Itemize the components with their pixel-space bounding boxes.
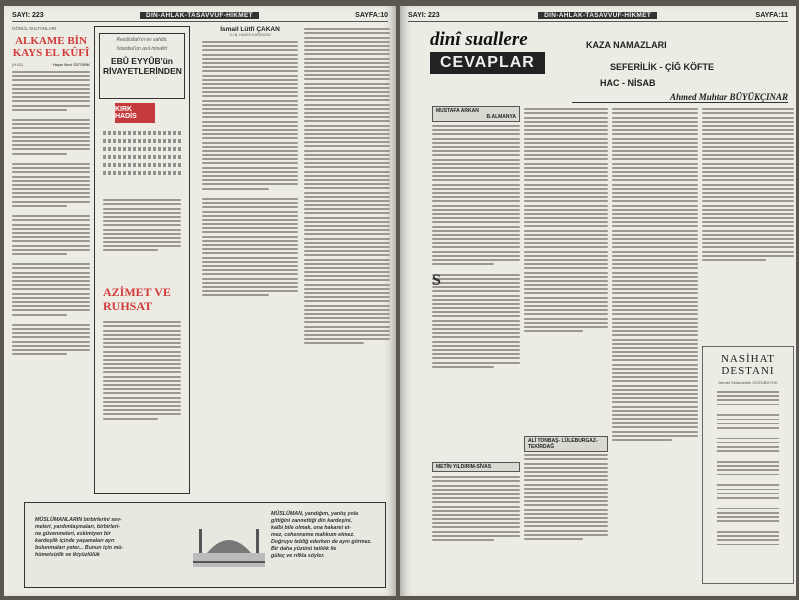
- article-column-1: [12, 26, 90, 496]
- article-body: [12, 71, 90, 355]
- logo-bottom: CEVAPLAR: [430, 52, 545, 74]
- box-title: EBÛ EYYÛB'ün RİVAYETLERİNDEN: [103, 56, 182, 76]
- page-header-right: [408, 10, 788, 22]
- article-column-3: [202, 26, 298, 496]
- bottom-ad: [24, 502, 386, 588]
- mosque-illustration-icon: [193, 523, 265, 567]
- section-banner: DİN-AHLAK-TASAVVUF-HİKMET: [140, 12, 259, 19]
- box-intro-2: İstanbul'un asıl misafiri: [116, 46, 168, 52]
- author-name: Ahmed Muhtar BÜYÜKÇINAR: [572, 92, 788, 103]
- ad-right-line-3: kalbi bile olmak, ona hakaret et-: [271, 525, 352, 531]
- right-page: [400, 6, 796, 596]
- poem-author: Ahmet Selahaddin GÖZÜBÜYÜK: [718, 380, 778, 385]
- asker-location-4: LÜLEBURGAZ-TEKİRDAĞ: [528, 438, 598, 450]
- azimet-title: AZİMET VE RUHSAT: [103, 285, 171, 313]
- question-header-3: METİN YILDIRIM-SİVAS: [432, 462, 520, 472]
- ad-line-3: ne güvenmeleri, eskimiyen bir: [35, 531, 111, 537]
- azimet-body: [103, 319, 181, 422]
- page-number: SAYFA:11: [755, 12, 788, 19]
- hadith-box: [94, 26, 190, 494]
- logo-top: dinî suallere: [430, 29, 528, 50]
- series-title: GÖNÜL SULTANLARI: [12, 26, 57, 31]
- ad-right-line-1: MÜSLÜMAN, yandığım, yanlış yola: [271, 511, 359, 517]
- question-header-4: [524, 436, 608, 452]
- issue-number: SAYI: 223: [12, 12, 44, 19]
- topic-3: HAC - NİSAB: [600, 78, 656, 88]
- ad-line-5: bulunmaları yeter... Bunun için mü-: [35, 545, 124, 551]
- ad-right-line-6: Bir daha yüzünü tatlılık ile: [271, 546, 337, 552]
- arabic-text: [103, 127, 181, 177]
- article-title: ALKAME BİN KAYS EL KÛFÎ: [12, 35, 90, 59]
- poem-verses: [703, 391, 793, 545]
- cevaplar-logo: [430, 30, 562, 82]
- col3-author: İsmail Lütfi ÇAKAN: [220, 26, 280, 33]
- asker-name-4: ALİ TONBAŞ-: [528, 438, 561, 444]
- qa-column-1: MUSTAFA ARKAN B.ALMANYA S METİN YILDIRIM-SİVAS: [432, 106, 520, 586]
- page-number: SAYFA:10: [355, 12, 388, 19]
- hadith-body: [103, 197, 181, 254]
- col3-author-sub: V.İ.B. HADİS KÜRSÜSÜ: [229, 33, 271, 37]
- box-intro-1: Resûlullah'ın ev sahibi,: [116, 37, 168, 43]
- topic-1: KAZA NAMAZLARI: [586, 40, 667, 50]
- qa-column-3: [612, 106, 698, 586]
- section-banner: DİN-AHLAK-TASAVVUF-HİKMET: [538, 12, 657, 19]
- ad-line-4: kardeşlik içinde yaşamaları ayrı: [35, 538, 115, 544]
- topic-2: SEFERİLİK - ÇİĞ KÖFTE: [610, 62, 715, 72]
- left-page: [4, 6, 396, 596]
- ad-right-line-2: gittiğini zannettiği din kardeşini,: [271, 518, 352, 524]
- article-date: (H.62): [12, 62, 24, 67]
- issue-number: SAYI: 223: [408, 12, 440, 19]
- qa-column-4: [702, 106, 794, 340]
- qa-column-2: [524, 106, 608, 586]
- ad-right-line-7: güleç ve rıfkla söyler.: [271, 553, 325, 559]
- ad-line-6: hümetsizlik ve ikiyüzlülük: [35, 552, 100, 558]
- article-column-4: [304, 26, 390, 496]
- kirk-hadis-label: KIRK HADİS: [115, 103, 155, 123]
- ad-right-line-4: mez, cehenneme mahkum etmez.: [271, 532, 355, 538]
- page-header-left: [12, 10, 388, 22]
- nasihat-destani-box: [702, 346, 794, 584]
- poem-title: NASİHAT DESTANI: [720, 353, 776, 377]
- ad-right-line-5: Doğruyu tebliğ ederken de aynı görmez.: [271, 539, 372, 545]
- question-header-1: [432, 106, 520, 122]
- article-author: Yaşar Nuri ÖZTÜRK: [52, 62, 90, 67]
- asker-location: B.ALMANYA: [486, 114, 516, 120]
- ad-line-1: MÜSLÜMANLARIN birbirlerini sev-: [35, 517, 122, 523]
- asker-name: MUSTAFA ARKAN: [436, 108, 479, 114]
- ad-line-2: meleri, yardımlaşmaları, birbirleri-: [35, 524, 121, 530]
